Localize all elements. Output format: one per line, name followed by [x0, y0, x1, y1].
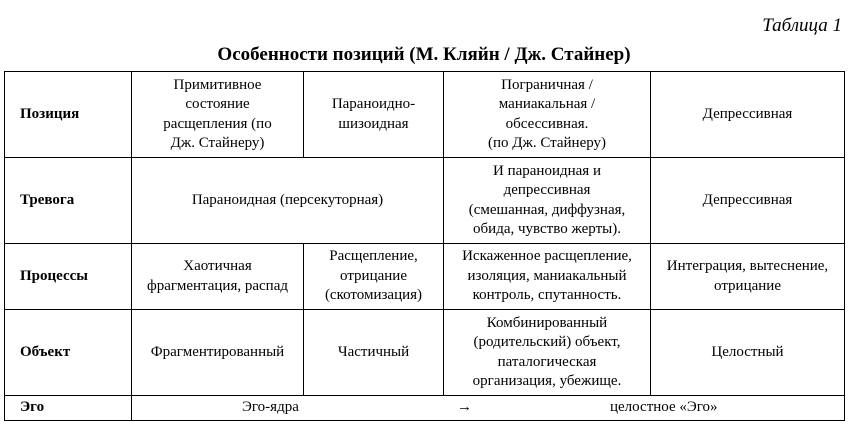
cell-ego-development	[132, 396, 845, 421]
cell-processes-fragmentation: Хаотичная фрагментация, распад	[132, 244, 304, 310]
row-header-object: Объект	[5, 310, 132, 396]
table-title: Особенности позиций (М. Кляйн / Дж. Стайнер)	[217, 44, 631, 65]
ego-end-label: целостное «Эго»	[610, 399, 718, 415]
ego-start-label: Эго-ядра	[242, 399, 299, 415]
cell-processes-integration: Интеграция, вытеснение, отрицание	[651, 244, 845, 310]
cell-position-depressive: Депрессивная	[651, 72, 845, 158]
cell-position-paranoid-schizoid: Параноидно- шизоидная	[304, 72, 444, 158]
cell-anxiety-mixed: И параноидная и депрессивная (смешанная, диффузная, обида, чувство жерты).	[444, 158, 651, 244]
table-row-position	[5, 72, 845, 158]
row-header-position: Позиция	[5, 72, 132, 158]
table-row-ego	[5, 396, 845, 421]
table-row-processes	[5, 244, 845, 310]
positions-table	[4, 71, 845, 421]
cell-processes-splitting: Расщепление, отрицание (скотомизация)	[304, 244, 444, 310]
row-header-anxiety: Тревога	[5, 158, 132, 244]
cell-object-partial: Частичный	[304, 310, 444, 396]
right-arrow-icon: →	[457, 399, 472, 415]
cell-processes-distorted: Искаженное расщепление, изоляция, маниакальный контроль, спутанность.	[444, 244, 651, 310]
cell-object-whole: Целостный	[651, 310, 845, 396]
cell-object-fragmented: Фрагментированный	[132, 310, 304, 396]
cell-anxiety-depressive: Депрессивная	[651, 158, 845, 244]
cell-object-combined: Комбинированный (родительский) объект, паталогическая организация, убежище.	[444, 310, 651, 396]
cell-position-borderline: Пограничная / маниакальная / обсессивная. (по Дж. Стайнеру)	[444, 72, 651, 158]
cell-anxiety-paranoid: Параноидная (персекуторная)	[132, 158, 444, 244]
table-row-anxiety	[5, 158, 845, 244]
row-header-ego: Эго	[5, 396, 132, 421]
table-caption: Таблица 1	[762, 15, 842, 36]
table-row-object	[5, 310, 845, 396]
row-header-processes: Процессы	[5, 244, 132, 310]
cell-position-primitive: Примитивное состояние расщепления (по Дж. Стайнеру)	[132, 72, 304, 158]
